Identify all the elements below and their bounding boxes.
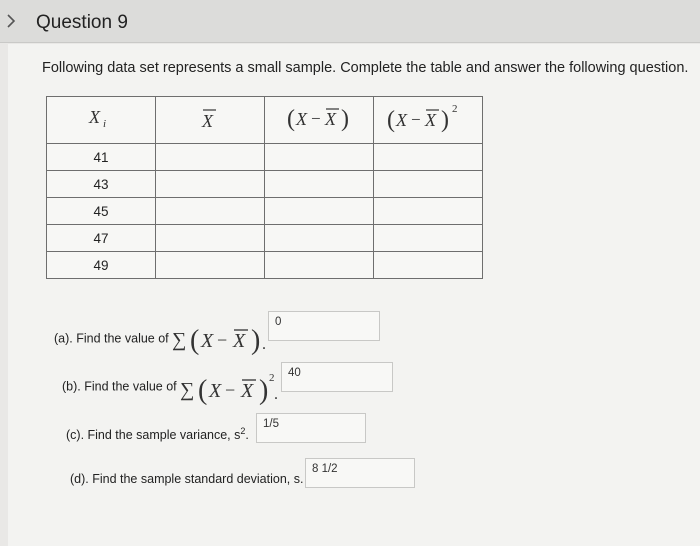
svg-text:2: 2 [452,102,458,115]
xbar-cell[interactable] [156,171,265,198]
svg-text:(: ( [190,325,200,356]
part-d-answer-input[interactable]: 8 1/2 [305,458,415,488]
part-a-answer-input[interactable]: 0 [268,311,380,341]
xi-symbol [86,107,116,129]
deviation-symbol [286,103,352,133]
deviation-cell[interactable] [265,198,374,225]
svg-text:(: ( [198,375,208,406]
squared-deviation-cell[interactable] [374,144,483,171]
svg-text:): ) [341,105,349,132]
svg-text:): ) [441,106,449,133]
xbar-cell[interactable] [156,225,265,252]
svg-text:): ) [251,325,261,356]
table-row [47,198,483,225]
svg-text:i: i [103,117,107,129]
part-b-question [62,368,280,406]
question-title: Question 9 [36,12,128,33]
squared-deviation-cell[interactable] [374,171,483,198]
part-c-question: (c). Find the sample variance, $s^2$. [66,426,249,443]
part-b-label: (b). Find the value of [62,379,177,394]
svg-text:2: 2 [269,372,275,384]
table-row [47,144,483,171]
svg-text:∑: ∑ [180,379,195,401]
squared-deviation-cell[interactable] [374,198,483,225]
svg-text:(: ( [287,105,295,132]
table-row [47,225,483,252]
part-c-label: (c). Find the sample variance, s [66,428,241,443]
xbar-symbol [198,105,222,131]
deviation-cell[interactable] [265,225,374,252]
collapse-arrow-icon[interactable] [6,14,16,28]
svg-text:.: . [274,386,279,403]
header-xbar [156,97,265,144]
deviation-cell[interactable] [265,252,374,279]
svg-text:X: X [233,330,246,352]
sum-squared-deviation-formula [180,368,280,406]
deviation-cell[interactable] [265,171,374,198]
part-d-question: (d). Find the sample standard deviation, s. [70,472,304,486]
svg-text:.: . [262,336,267,353]
svg-text:X: X [396,109,407,130]
svg-text:X: X [201,330,214,352]
part-a-label: (a). Find the value of [54,331,169,346]
xbar-cell[interactable] [156,144,265,171]
part-c-superscript: 2 [240,426,246,436]
part-b-answer-input[interactable]: 40 [281,362,393,392]
question-header [0,0,700,43]
svg-text:X: X [202,110,213,131]
xi-value: 45 [47,198,156,225]
svg-text:X: X [425,109,436,130]
svg-text:−: − [225,380,236,400]
question-prompt: Following data set represents a small sample. Complete the table and answer the following question. [42,60,689,76]
sum-deviation-formula [172,322,268,356]
svg-text:−: − [311,108,321,128]
svg-text:X: X [325,108,336,129]
svg-text:X: X [89,106,100,127]
svg-text:−: − [411,109,421,129]
header-deviation [265,97,374,144]
svg-text:X: X [209,380,222,402]
xbar-cell[interactable] [156,252,265,279]
header-xi [47,97,156,144]
squared-deviation-cell[interactable] [374,252,483,279]
xi-value: 49 [47,252,156,279]
xbar-cell[interactable] [156,198,265,225]
svg-text:): ) [259,375,269,406]
svg-text:X: X [296,108,307,129]
header-squared-deviation [374,97,483,144]
svg-text:∑: ∑ [172,329,187,351]
svg-text:X: X [241,380,254,402]
part-a-question [54,322,268,356]
deviation-cell[interactable] [265,144,374,171]
svg-text:−: − [217,330,228,350]
part-c-answer-input[interactable]: 1/5 [256,413,366,443]
xi-value: 41 [47,144,156,171]
squared-deviation-symbol [386,102,470,134]
data-table [46,96,483,279]
table-header-row [47,97,483,144]
table-row [47,171,483,198]
table-row [47,252,483,279]
svg-text:(: ( [387,106,395,133]
xi-value: 43 [47,171,156,198]
squared-deviation-cell[interactable] [374,225,483,252]
xi-value: 47 [47,225,156,252]
